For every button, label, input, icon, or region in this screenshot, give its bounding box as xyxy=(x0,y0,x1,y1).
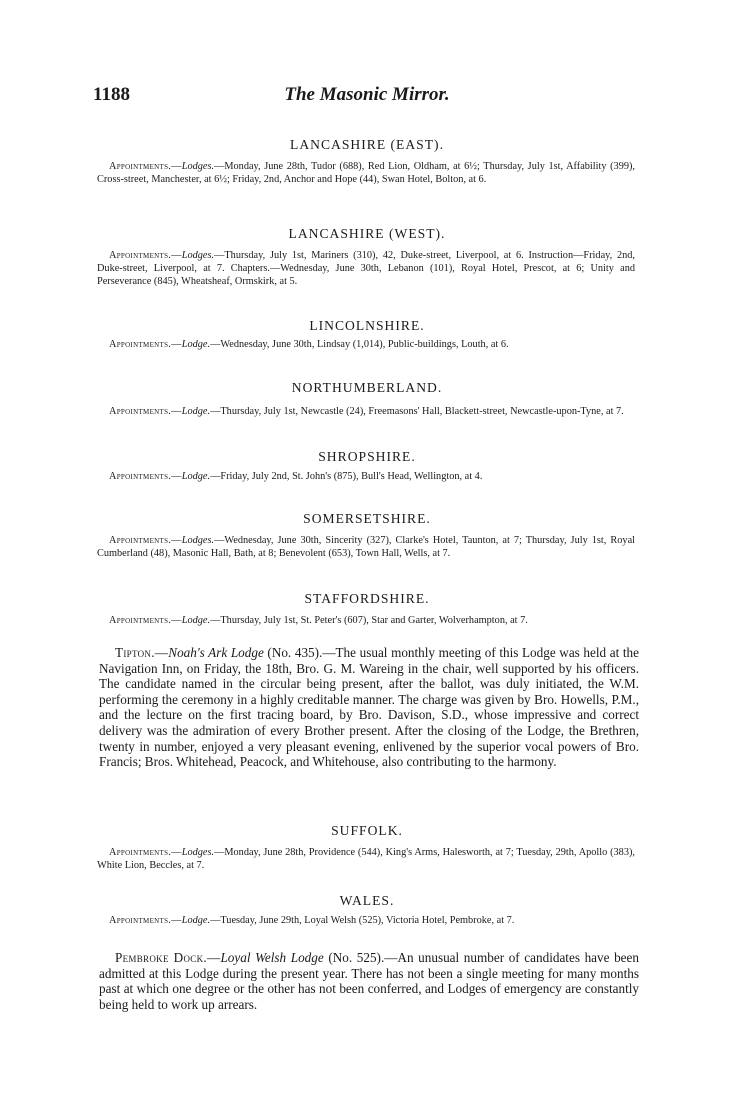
appointments-northumberland xyxy=(97,405,635,418)
lead-label: Appointments.— xyxy=(109,161,182,172)
section-heading-northumberland: NORTHUMBERLAND. xyxy=(291,380,443,395)
lodge-name: Loyal Welsh Lodge xyxy=(220,950,324,965)
paragraph-text: —Wednesday, June 30th, Sincerity (327), Clarke's Hotel, Taunton, at 7; Thursday, July 1st, Royal Cumberland (48), Masonic Hall, Bath, at 8; Benevolent (653), Town Hall, Wells, at 7. xyxy=(97,535,635,559)
lead-label: Appointments.— xyxy=(109,339,182,350)
section-heading-lancashire-east: LANCASHIRE (EAST). xyxy=(290,137,444,152)
lead-em: Lodge. xyxy=(181,471,211,482)
section-heading-somersetshire: SOMERSETSHIRE. xyxy=(303,511,431,526)
paragraph-text: (No. 435).—The usual monthly meeting of this Lodge was held at the Navigation Inn, on Friday, the 18th, Bro. G. M. Wareing in the chair, well supported by his officers. The candidate named in the circular being present, after the ballot, was duly initiated, the W.M. performing the ceremony in a highly creditable manner. The charge was given by Bro. Howells, P.M., and the lecture on the first tracing board, by Bro. Davison, S.D., whose impressive and correct delivery was the admiration of every Brother present. After the closing of the Lodge, the Brethren, twenty in number, enjoyed a very pleasant evening, enlivened by the superior vocal powers of Bro. Francis; Bros. Whitehead, Peacock, and Whitehouse, also contributing to the harmony. xyxy=(99,645,639,770)
appointments-lancashire-east xyxy=(97,160,635,186)
section-heading-staffordshire: STAFFORDSHIRE. xyxy=(304,591,430,606)
appointments-lincolnshire xyxy=(97,338,635,351)
lead-em: Lodge. xyxy=(181,339,211,350)
report-tipton xyxy=(99,645,639,770)
paragraph-text: —Friday, July 2nd, St. John's (875), Bull's Head, Wellington, at 4. xyxy=(210,471,483,482)
lead-em: Lodges. xyxy=(181,847,215,858)
lead-em: Lodge. xyxy=(181,615,211,626)
appointments-suffolk xyxy=(97,846,635,872)
lead-label: Appointments.— xyxy=(109,406,182,417)
lead-em: Lodges. xyxy=(181,250,215,261)
paragraph-text: —Wednesday, June 30th, Lindsay (1,014), Public-buildings, Louth, at 6. xyxy=(210,339,509,350)
lead-label: Pembroke Dock.— xyxy=(115,950,221,965)
section-heading-lancashire-west: LANCASHIRE (WEST). xyxy=(288,226,446,241)
paragraph-text: —Thursday, July 1st, St. Peter's (607), Star and Garter, Wolverhampton, at 7. xyxy=(210,615,528,626)
paragraph-text: —Thursday, July 1st, Newcastle (24), Freemasons' Hall, Blackett-street, Newcastle-upon-Tyne, at 7. xyxy=(210,406,624,417)
lead-label: Tipton.— xyxy=(115,645,169,660)
lead-label: Appointments.— xyxy=(109,250,182,261)
paragraph-text: —Thursday, July 1st, Mariners (310), 42, Duke-street, Liverpool, at 6. Instruction—Friday, 2nd, Duke-street, Liverpool, at 7. Chapters.—Wednesday, June 30th, Lebanon (101), Royal Hotel, Prescot, at 6; Unity and Perseverance (845), Wheatsheaf, Ormskirk, at 5. xyxy=(97,250,635,287)
lead-label: Appointments.— xyxy=(109,847,182,858)
lead-label: Appointments.— xyxy=(109,615,182,626)
paragraph-text: —Monday, June 28th, Providence (544), King's Arms, Halesworth, at 7; Tuesday, 29th, Apollo (383), White Lion, Beccles, at 7. xyxy=(97,847,635,871)
paragraph-text: —Monday, June 28th, Tudor (688), Red Lion, Oldham, at 6½; Thursday, July 1st, Affability (399), Cross-street, Manchester, at 6½; Friday, 2nd, Anchor and Hope (44), Swan Hotel, Bolton, at 6. xyxy=(97,161,635,185)
paragraph-text: (No. 525).—An unusual number of candidates have been admitted at this Lodge during the present year. There has not been a single meeting for many months past at which one degree or the other has not been conferred, and Lodges of emergency are constantly being held to work up arrears. xyxy=(99,950,639,1012)
lead-label: Appointments.— xyxy=(109,535,182,546)
section-heading-wales: WALES. xyxy=(339,893,395,908)
section-heading-lincolnshire: LINCOLNSHIRE. xyxy=(309,318,425,333)
lead-em: Lodge. xyxy=(181,915,211,926)
running-title: The Masonic Mirror. xyxy=(284,84,450,105)
lead-em: Lodge. xyxy=(181,406,211,417)
appointments-lancashire-west xyxy=(97,249,635,288)
lead-label: Appointments.— xyxy=(109,471,182,482)
appointments-staffordshire xyxy=(97,614,635,627)
report-pembroke-dock xyxy=(99,950,639,1012)
appointments-wales xyxy=(97,914,635,927)
lead-em: Lodges. xyxy=(181,161,215,172)
section-heading-suffolk: SUFFOLK. xyxy=(331,823,403,838)
page-header xyxy=(93,84,641,108)
appointments-somersetshire xyxy=(97,534,635,560)
page-number: 1188 xyxy=(93,84,130,105)
section-heading-shropshire: SHROPSHIRE. xyxy=(318,449,416,464)
lead-label: Appointments.— xyxy=(109,915,182,926)
lodge-name: Noah's Ark Lodge xyxy=(168,645,264,660)
paragraph-text: —Tuesday, June 29th, Loyal Welsh (525), Victoria Hotel, Pembroke, at 7. xyxy=(210,915,515,926)
appointments-shropshire xyxy=(97,470,635,483)
lead-em: Lodges. xyxy=(181,535,215,546)
